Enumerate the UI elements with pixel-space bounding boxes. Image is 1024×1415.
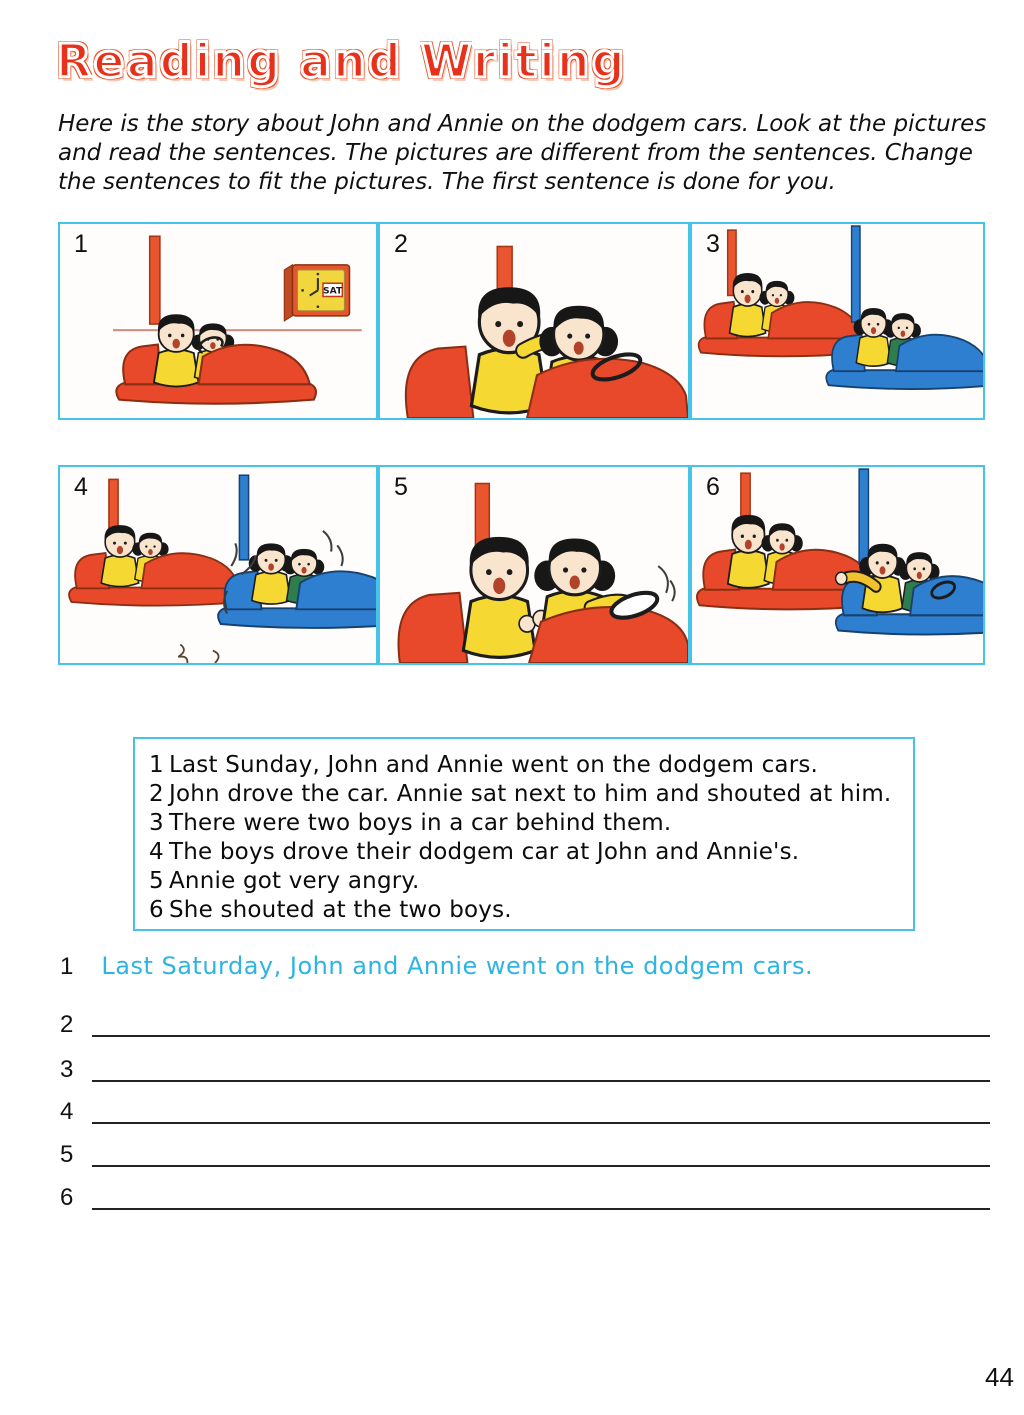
picture-panel-4 (58, 465, 378, 665)
handwritten-answer-text: Last Saturday, John and Annie went on the dodgem cars. (101, 952, 814, 980)
writing-line (92, 1035, 990, 1037)
sentence-number: 6 (149, 897, 164, 923)
line-number: 5 (60, 1141, 74, 1168)
sat-clock-icon (284, 265, 349, 321)
panel-number: 6 (706, 473, 720, 501)
page-title: Reading and Writing (56, 34, 627, 88)
writing-line-row-5 (58, 1141, 990, 1167)
sentence-item (149, 838, 903, 867)
dodgem-scene-2-illustration (380, 224, 688, 418)
sentence-number: 1 (149, 752, 164, 778)
dodgem-scene-4-illustration (60, 467, 376, 663)
writing-line-row-4 (58, 1098, 990, 1124)
sentence-text: She shouted at the two boys. (169, 897, 512, 923)
sentence-item (149, 867, 903, 896)
picture-panel-2 (378, 222, 690, 420)
dodgem-scene-3-illustration (692, 224, 983, 418)
picture-panel-5 (378, 465, 690, 665)
sentence-number: 4 (149, 839, 164, 865)
line-number: 6 (60, 1184, 74, 1211)
motion-arcs (658, 566, 674, 601)
sentence-text: Last Sunday, John and Annie went on the dodgem cars. (169, 752, 819, 778)
sentence-item (149, 809, 903, 838)
sentence-item (149, 896, 903, 925)
sentence-text: There were two boys in a car behind them. (169, 810, 672, 836)
sentence-number: 3 (149, 810, 164, 836)
panel-number: 1 (74, 230, 88, 258)
dodgem-scene-1-illustration (60, 224, 376, 418)
dodgem-scene-5-illustration (380, 467, 688, 663)
answer-number: 1 (60, 953, 74, 980)
answer-row-1 (60, 952, 813, 981)
line-number: 4 (60, 1098, 74, 1125)
sentence-text: Annie got very angry. (169, 868, 420, 894)
sentence-box (133, 737, 915, 931)
panel-number: 2 (394, 230, 408, 258)
sentence-number: 5 (149, 868, 164, 894)
writing-line (92, 1165, 990, 1167)
line-number: 2 (60, 1011, 74, 1038)
panel-number: 5 (394, 473, 408, 501)
line-number: 3 (60, 1056, 74, 1083)
picture-row-2 (58, 465, 985, 665)
skid-squiggles (178, 644, 218, 663)
page-number: 44 (985, 1362, 1014, 1392)
panel-number: 4 (74, 473, 88, 501)
sentence-number: 2 (149, 781, 164, 807)
sentence-item (149, 780, 903, 809)
sentence-item (149, 751, 903, 780)
panel-number: 3 (706, 230, 720, 258)
writing-line-row-2 (58, 1011, 990, 1037)
sentence-text: John drove the car. Annie sat next to him and shouted at him. (169, 781, 892, 807)
picture-panel-3 (690, 222, 985, 420)
writing-line (92, 1122, 990, 1124)
writing-line-row-6 (58, 1184, 990, 1210)
writing-line (92, 1208, 990, 1210)
picture-panel-1 (58, 222, 378, 420)
clock-day-label: SAT (323, 285, 343, 297)
instructions-text: Here is the story about John and Annie on the dodgem cars. Look at the pictures and read the sentences. The pictures are different from the sentences. Change the sentences to fit the pictures. The first sentence is done for you. (58, 111, 987, 195)
writing-line-row-3 (58, 1056, 990, 1082)
writing-line (92, 1080, 990, 1082)
dodgem-scene-6-illustration (692, 467, 983, 663)
sentence-text: The boys drove their dodgem car at John and Annie's. (169, 839, 800, 865)
picture-row-1 (58, 222, 985, 420)
picture-panel-6 (690, 465, 985, 665)
